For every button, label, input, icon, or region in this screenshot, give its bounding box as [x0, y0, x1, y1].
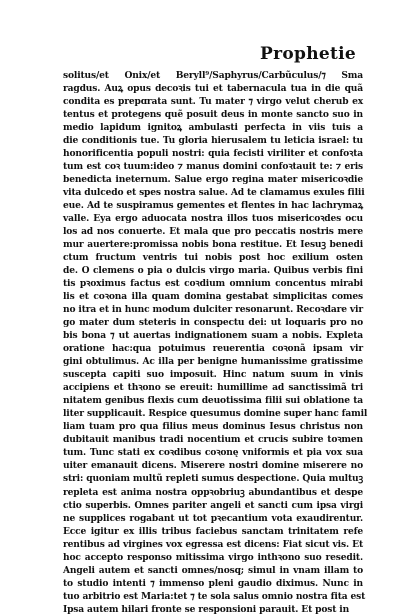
text-line: valle. Eya ergo aduocata nostra illos tuos misericoꝛdes ocu — [63, 213, 363, 225]
text-line: benedicta ineternum. Salue ergo regina mater misericoꝛdie — [63, 174, 363, 186]
text-line: condita es prepɑrata sunt. Tu mater ⁊ virgo velut cherub ex — [63, 96, 363, 108]
text-line: eue. Ad te suspiramus gementes et flentes in hac lachrymaꝝ — [63, 200, 363, 212]
body-text-block — [63, 69, 368, 616]
text-line: ragdus. Auꝝ opus decoꝛis tui et tabernacula tua in die quã — [63, 83, 363, 95]
text-line: suscepta capiti suo imposuit. Hinc natum suum in vinis — [63, 369, 363, 381]
page-header-title: Prophetie — [260, 44, 356, 64]
text-line: lis et coꝛona illa quam domina gestabat simplicitas comes — [63, 291, 363, 303]
text-line: tum. Tunc stati ex coꝛdibus coꝛonę vniformis et pia vox sua — [63, 447, 363, 459]
text-line: die conditionis tue. Tu gloria hierusalem tu leticia israel: tu — [63, 135, 363, 147]
text-line: bis bona ⁊ ut auertas indignationem suam a nobis. Expleta — [63, 330, 363, 342]
text-line: los ad nos conuerte. Et mala que pro peccatis nostris mere — [63, 226, 363, 238]
text-line: Angeli autem et sancti omnes/nosq; simul in vnam illam to — [63, 564, 363, 576]
text-line: de. O clemens o pia o dulcis virgo maria. Quibus verbis fini — [63, 265, 363, 277]
text-line: ctio superbis. Omnes pariter angeli et sancti cum ipsa virgi — [63, 499, 363, 511]
text-line: hoc accepto responso mitissima virgo inthꝛono suo resedit. — [63, 551, 363, 563]
text-line: accipiens et thꝛono se ereuit: humillime ad sanctissimã tri — [63, 382, 363, 394]
text-line: rentibus ad virgines vox egressa est dicens: Fiat sicut vis. Et — [63, 538, 363, 550]
text-line: liam tuam pro qua filius meus dominus Iesus christus non — [63, 421, 363, 433]
text-line: Ipsa autem hilari fronte se responsioni parauit. Et post in — [63, 603, 350, 615]
text-line: vita dulcedo et spes nostra salue. Ad te clamamus exules filii — [63, 187, 365, 199]
text-line: liter supplicauit. Respice quesumus domine super hanc famil — [63, 408, 368, 420]
text-line: tis pꝛoximus factus est coꝛdium omnium concentus mirabi — [63, 278, 363, 290]
text-line: Ecce igitur ex illis tribus faciebus sanctam trinitatem refe — [63, 525, 363, 537]
text-line: stri: quoniam multũ repleti sumus despectione. Quia multuꝫ — [63, 473, 363, 485]
text-line: to studio intenti ⁊ immenso pleni gaudio diximus. Nunc in — [63, 577, 363, 589]
text-line: gini obtulimus. Ac illa per benigne humanissime gratissime — [63, 356, 363, 368]
text-line: tum est coꝛ tuum:ideo ⁊ manus domini confoꝛtauit te: ⁊ eris — [63, 161, 363, 173]
text-line: tentus et protegens quẽ posuit deus in monte sancto suo in — [63, 109, 363, 121]
text-line: tuo arbitrio est Maria:tet ⁊ te sola salus omnio nostra fita est — [63, 590, 366, 602]
text-line: dubitauit manibus tradi nocentium et crucis subire toꝛmen — [63, 434, 363, 446]
text-line: no itra et in hunc modum dulciter resonarunt. Recoꝛdare vir — [63, 304, 363, 316]
text-line: oratione hac:qua potuimus reuerentia coꝛonã ipsam vir — [63, 343, 363, 355]
text-line: uiter emanauit dicens. Miserere nostri domine miserere no — [63, 460, 363, 472]
text-line: ctum fructum ventris tui nobis post hoc exilium osten — [63, 252, 363, 264]
text-line: ne supplices rogabant ut tot pꝛecantium vota exaudirentur. — [63, 512, 363, 524]
text-line: go mater dum steteris in conspectu dei: ut loquaris pro no — [63, 317, 363, 329]
text-line: honorificentia populi nostri: quia fecisti viriliter et confoꝛta — [63, 148, 363, 160]
text-line: repleta est anima nostra oppꝛobriuꝫ abundantibus et despe — [63, 486, 363, 498]
text-line: nitatem genibus flexis cum deuotissima filii sui oblatione ta — [63, 395, 363, 407]
text-line: mur auertere:promissa nobis bona restitue. Et Iesuꝫ benedi — [63, 239, 363, 251]
text-line: solitus/et Onix/et Beryll⁹/Saphyrus/Carbũculus/⁊ Sma — [63, 70, 363, 81]
text-line: medio lapidum ignitoꝝ ambulasti perfecta in viis tuis a — [63, 122, 363, 134]
